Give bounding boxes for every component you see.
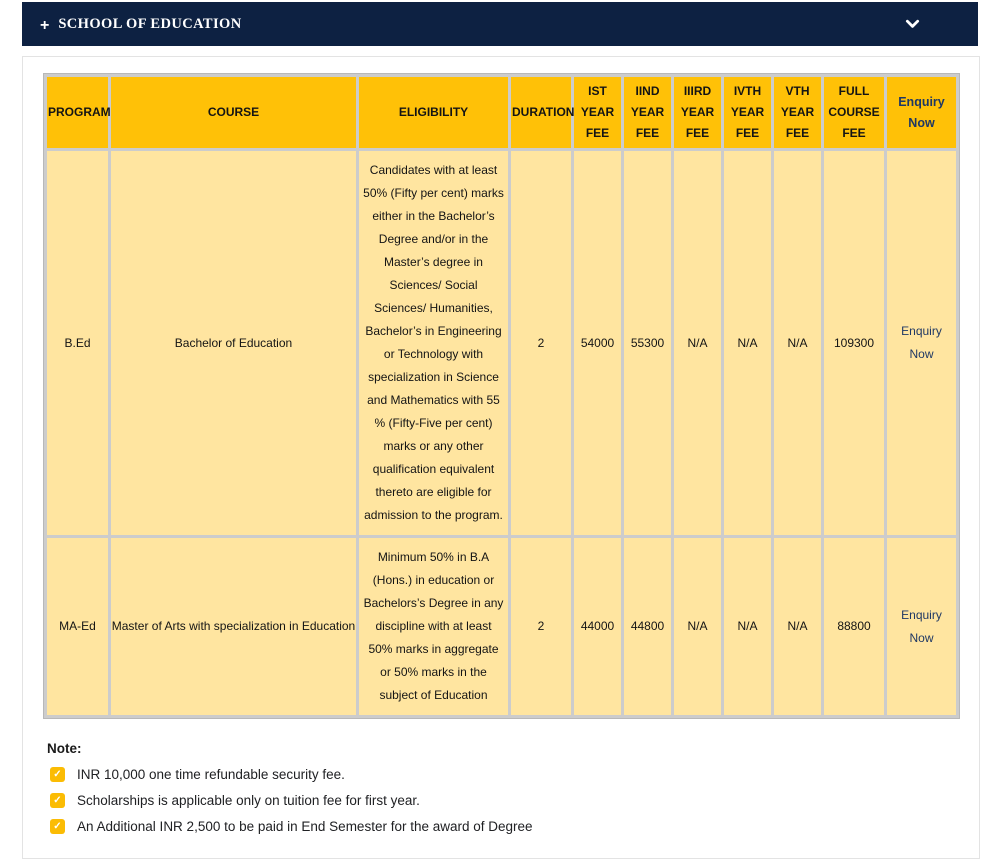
col-header-course: COURSE — [111, 77, 356, 148]
iiird-year-fee-cell: N/A — [674, 151, 721, 535]
eligibility-cell: Candidates with at least 50% (Fifty per cent) marks either in the Bachelor’s Degree and/or in the Master’s degree in Sciences/ Social Sciences/ Humanities, Bachelor’s in Engineering or Technology with specialization in Science and Mathematics with 55 % (Fifty-Five per cent) marks or any other qualification equivalent thereto are eligible for admission to the program. — [359, 151, 508, 535]
check-icon: ✓ — [50, 793, 65, 808]
duration-cell: 2 — [511, 538, 571, 715]
notes-label: Note: — [47, 741, 82, 756]
note-item — [47, 767, 959, 782]
accordion-header[interactable] — [22, 2, 978, 46]
col-header-program: PROGRAM — [47, 77, 108, 148]
vth-year-fee-cell: N/A — [774, 151, 821, 535]
ivth-year-fee-cell: N/A — [724, 538, 771, 715]
table-row-ma-ed — [47, 538, 956, 715]
col-header-eligibility: ELIGIBILITY — [359, 77, 508, 148]
duration-cell: 2 — [511, 151, 571, 535]
enquiry-cell — [887, 151, 956, 535]
course-cell: Master of Arts with specialization in Education — [111, 538, 356, 715]
iind-year-fee-cell: 44800 — [624, 538, 671, 715]
col-header-iiird-year-fee: IIIRD YEAR FEE — [674, 77, 721, 148]
col-header-duration: DURATION — [511, 77, 571, 148]
iind-year-fee-cell: 55300 — [624, 151, 671, 535]
check-icon: ✓ — [50, 767, 65, 782]
ist-year-fee-cell: 54000 — [574, 151, 621, 535]
note-item — [47, 793, 959, 808]
fee-table — [43, 73, 960, 719]
col-header-vth-year-fee: VTH YEAR FEE — [774, 77, 821, 148]
col-header-ist-year-fee: IST YEAR FEE — [574, 77, 621, 148]
program-cell: MA-Ed — [47, 538, 108, 715]
enquiry-now-link[interactable]: Enquiry Now — [901, 324, 942, 361]
col-header-full-course-fee: FULL COURSE FEE — [824, 77, 884, 148]
col-header-enquiry-now: Enquiry Now — [887, 77, 956, 148]
full-course-fee-cell: 88800 — [824, 538, 884, 715]
note-text: Scholarships is applicable only on tuition fee for first year. — [77, 793, 420, 808]
program-cell: B.Ed — [47, 151, 108, 535]
enquiry-now-link[interactable]: Enquiry Now — [901, 607, 942, 645]
note-item — [47, 819, 959, 834]
iiird-year-fee-cell: N/A — [674, 538, 721, 715]
plus-icon[interactable]: + — [40, 17, 50, 34]
table-header-row — [47, 77, 956, 148]
note-text: An Additional INR 2,500 to be paid in End Semester for the award of Degree — [77, 819, 533, 834]
vth-year-fee-cell: N/A — [774, 538, 821, 715]
course-cell: Bachelor of Education — [111, 151, 356, 535]
table-row-bed — [47, 151, 956, 535]
full-course-fee-cell: 109300 — [824, 151, 884, 535]
ist-year-fee-cell: 44000 — [574, 538, 621, 715]
ivth-year-fee-cell: N/A — [724, 151, 771, 535]
chevron-down-icon[interactable] — [905, 18, 920, 30]
fee-structure-panel — [22, 56, 980, 859]
note-text: INR 10,000 one time refundable security fee. — [77, 767, 345, 782]
notes-section — [43, 741, 959, 834]
col-header-iind-year-fee: IIND YEAR FEE — [624, 77, 671, 148]
col-header-ivth-year-fee: IVTH YEAR FEE — [724, 77, 771, 148]
accordion-title: SCHOOL OF EDUCATION — [58, 15, 242, 32]
check-icon: ✓ — [50, 819, 65, 834]
enquiry-cell — [887, 538, 956, 715]
eligibility-cell: Minimum 50% in B.A (Hons.) in education or Bachelors’s Degree in any discipline with at least 50% marks in aggregate or 50% marks in the subject of Education — [359, 538, 508, 715]
